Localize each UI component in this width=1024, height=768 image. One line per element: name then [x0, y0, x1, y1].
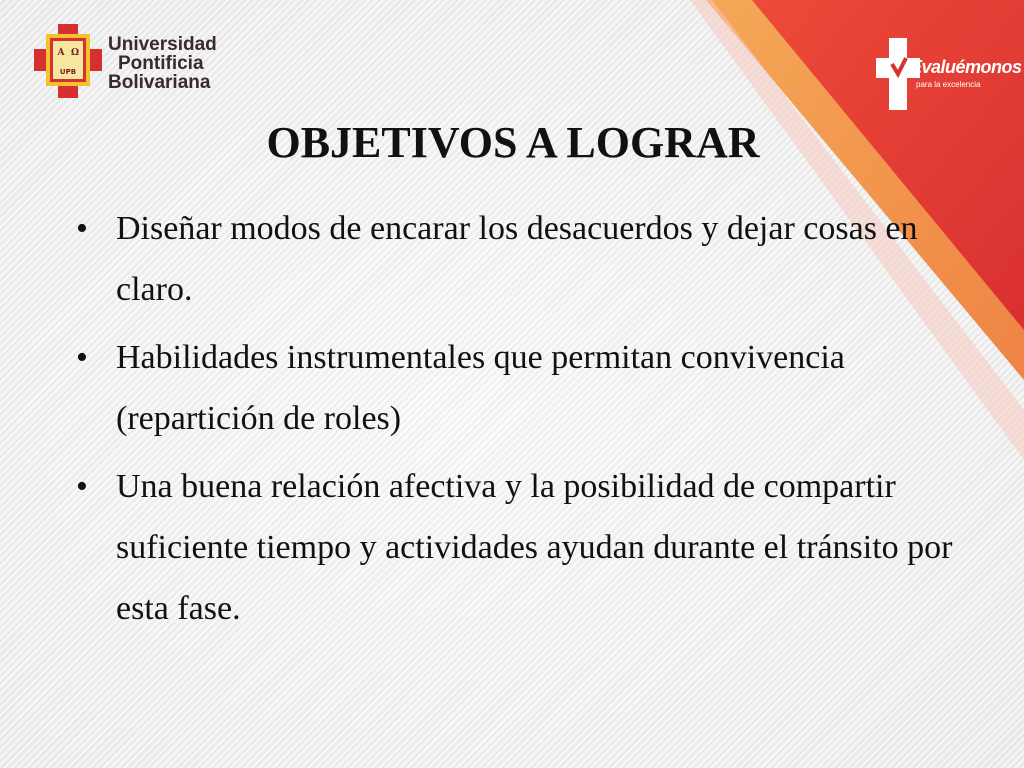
bullet-item [74, 327, 984, 449]
bullet-text: Diseñar modos de encarar los desacuerdos y dejar cosas en claro. [116, 210, 918, 308]
bullet-marker: • [76, 468, 88, 505]
university-name-line1: Universidad [108, 34, 217, 55]
university-name [108, 35, 217, 92]
bullet-text: Una buena relación afectiva y la posibilidad de compartir suficiente tiempo y actividades ayudan durante el tránsito por esta fase. [116, 468, 953, 627]
bullet-text: Habilidades instrumentales que permitan convivencia (repartición de roles) [116, 339, 845, 437]
university-logo [34, 24, 234, 98]
bullet-item [74, 456, 984, 639]
university-name-line2: Pontificia [118, 53, 204, 74]
slide-title: OBJETIVOS A LOGRAR [266, 118, 760, 167]
evaluemonos-wordmark: Evaluémonos [910, 57, 1022, 77]
bullet-list [74, 198, 984, 646]
bullet-marker: • [76, 210, 88, 247]
evaluemonos-tagline: para la excelencia [916, 80, 981, 89]
bullet-marker: • [76, 339, 88, 376]
svg-text:UPB: UPB [59, 68, 77, 76]
university-name-line3: Bolivariana [108, 72, 211, 93]
evaluemonos-logo [876, 38, 1022, 112]
upb-crest-icon [34, 24, 102, 98]
bullet-item [74, 198, 984, 320]
svg-text:Ω: Ω [70, 48, 80, 58]
svg-text:A: A [57, 48, 65, 58]
